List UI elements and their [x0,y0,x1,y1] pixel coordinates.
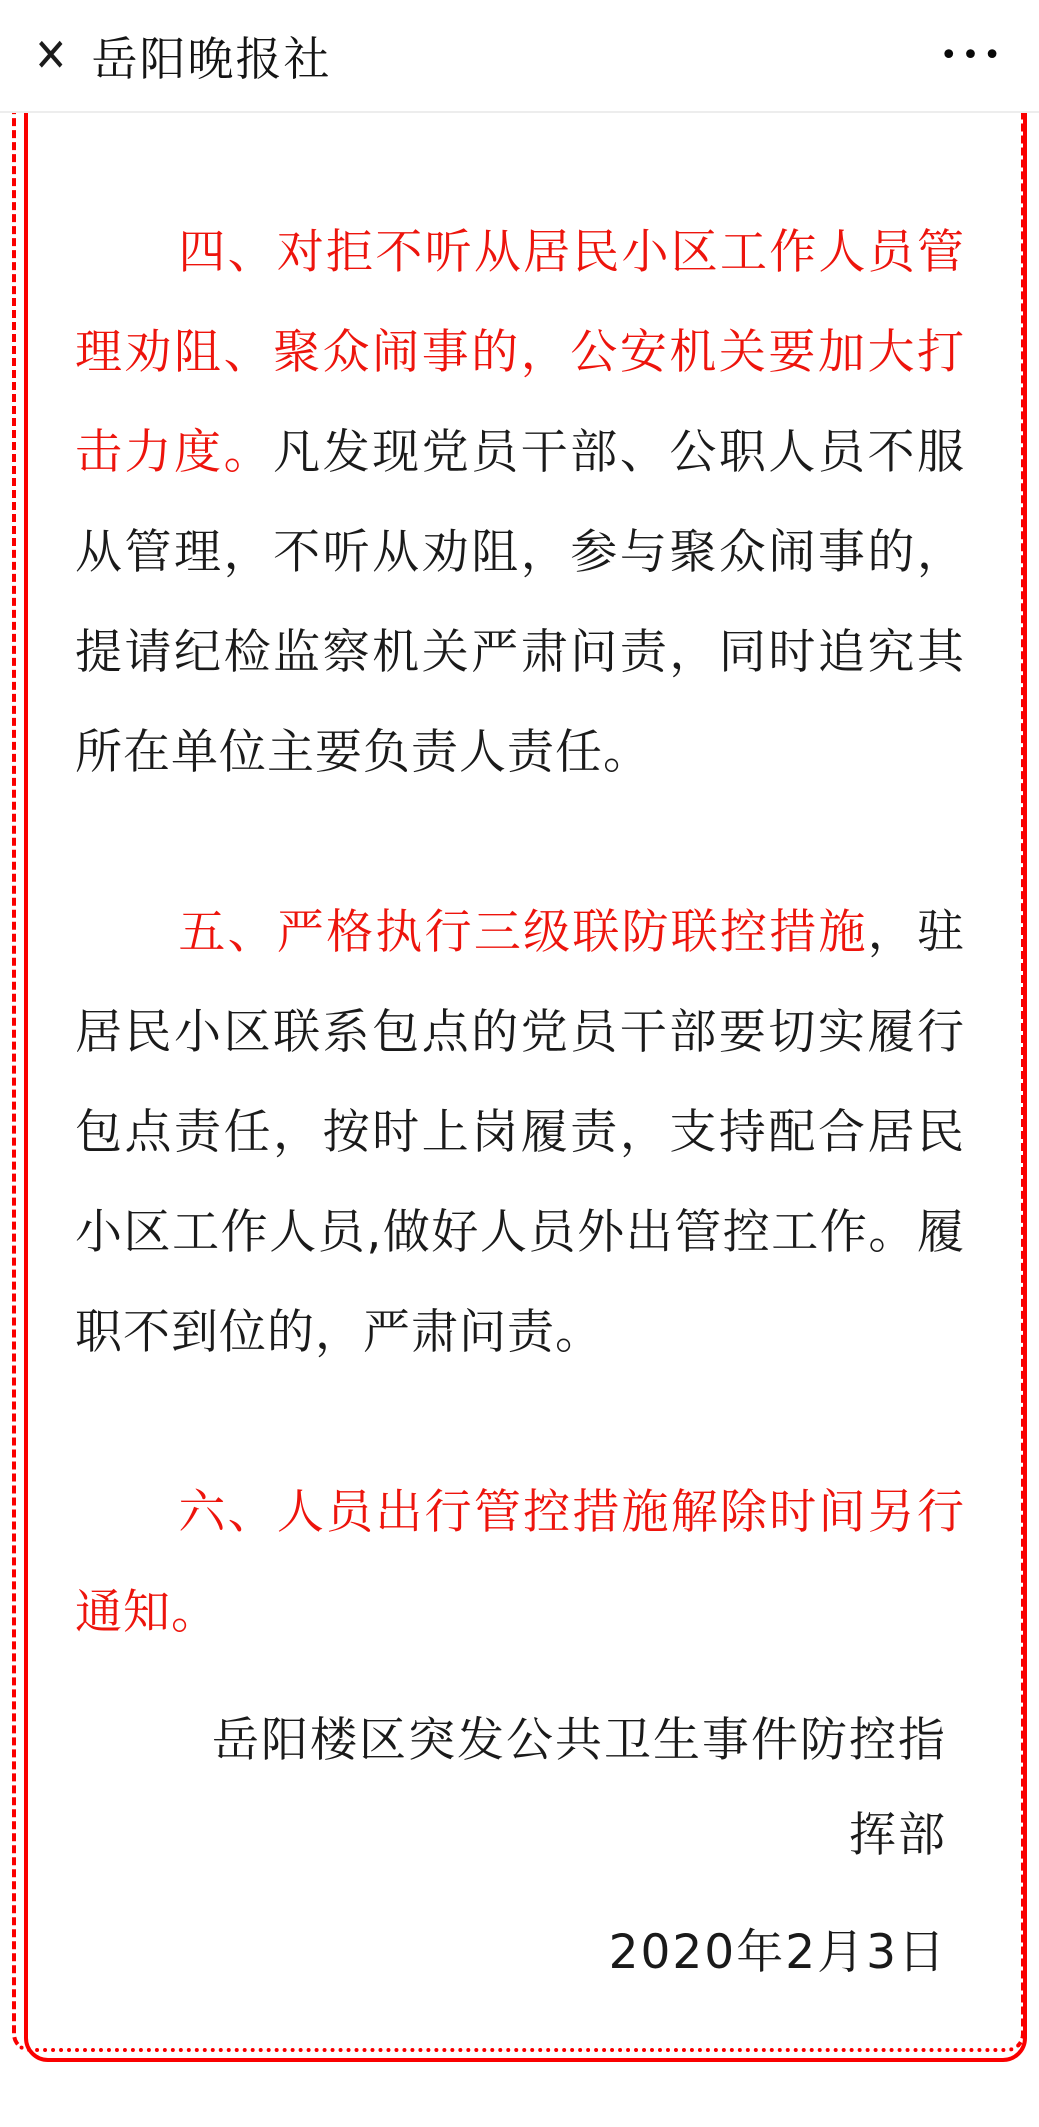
paragraph [75,883,965,1383]
document-viewport [0,113,1039,2062]
text-run-red: 五、严格执行三级联防联控措施 [178,905,868,960]
paragraph [75,1463,965,1663]
document-paragraphs [75,203,965,1663]
app-header [0,0,1039,113]
text-run-red: 四、对拒不听从居民小区工作人员管理劝阻、聚众闹事的，公安机关要加大打击力度。 [75,225,965,480]
text-run-black: 凡发现党员干部、公职人员不服从管理，不听从劝阻，参与聚众闹事的，提请纪检监察机关严肃问责，同时追究其所在单位主要负责人责任。 [75,425,966,780]
signature: 岳阳楼区突发公共卫生事件防控指挥部 [212,1713,947,1863]
page-title: 岳阳晚报社 [91,31,332,86]
paragraph [75,203,965,803]
close-icon[interactable]: ✕ [34,29,68,82]
more-menu-icon[interactable]: ••• [939,37,1005,73]
document-date: 2020年2月3日 [608,1925,947,1980]
text-run-black: ，驻居民小区联系包点的党员干部要切实履行包点责任，按时上岗履责，支持配合居民小区工作人员,做好人员外出管控工作。履职不到位的，严肃问责。 [75,905,966,1360]
text-run-red: 六、人员出行管控措施解除时间另行通知。 [75,1485,965,1640]
document-body [75,203,965,2000]
